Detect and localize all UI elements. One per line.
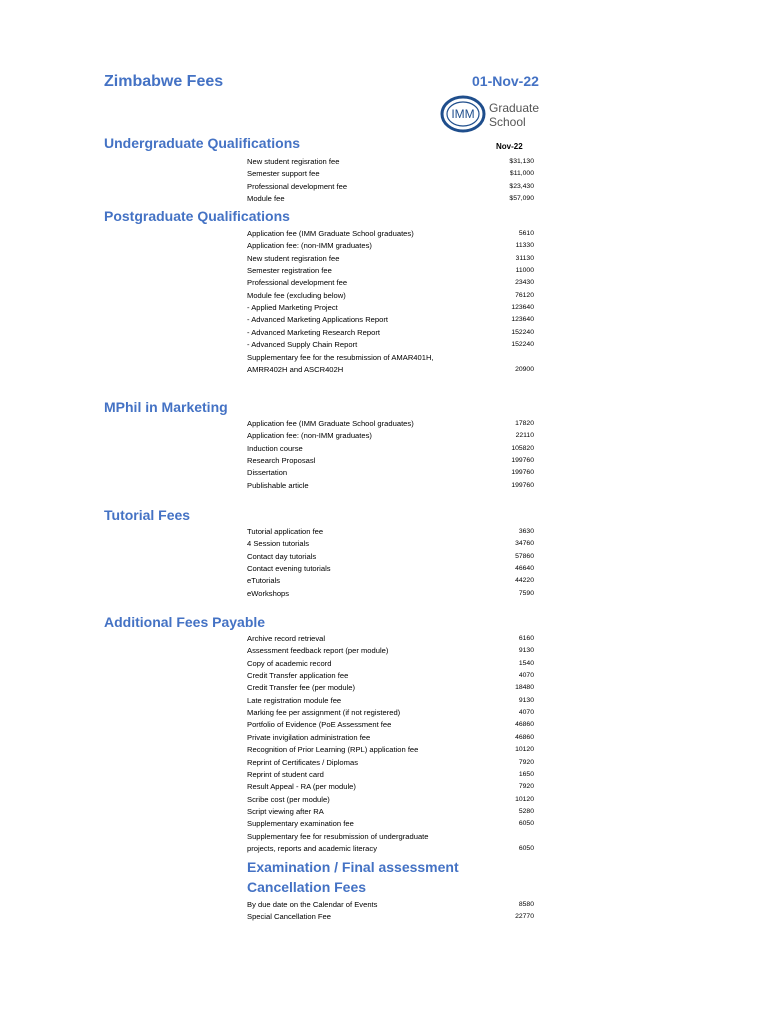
fee-amount: 76120 bbox=[515, 291, 534, 299]
fee-amount: 7590 bbox=[518, 589, 534, 597]
fee-label: Research Proposasl bbox=[247, 456, 316, 466]
fee-amount: 44220 bbox=[515, 577, 534, 585]
fee-label: Recognition of Prior Learning (RPL) application fee bbox=[247, 745, 419, 755]
fee-row bbox=[247, 719, 534, 731]
fee-row bbox=[247, 443, 534, 455]
fee-row bbox=[247, 732, 534, 744]
fee-row bbox=[247, 911, 534, 923]
fee-label: Archive record retrieval bbox=[247, 634, 326, 643]
fee-row bbox=[247, 455, 534, 467]
fee-amount: $31,130 bbox=[509, 158, 534, 165]
fee-row bbox=[247, 538, 534, 550]
fee-label: Contact evening tutorials bbox=[247, 564, 331, 574]
fee-row bbox=[247, 682, 534, 694]
fee-label: Credit Transfer application fee bbox=[247, 671, 349, 681]
fee-row bbox=[247, 265, 534, 277]
fee-row bbox=[247, 757, 534, 769]
fee-amount: 123640 bbox=[511, 304, 534, 312]
fee-row bbox=[247, 670, 534, 682]
fee-label: Result Appeal - RA (per module) bbox=[247, 782, 356, 792]
fee-label: - Advanced Supply Chain Report bbox=[247, 340, 358, 350]
fee-row bbox=[247, 253, 534, 265]
fee-row bbox=[247, 327, 534, 339]
fee-row bbox=[247, 352, 534, 374]
fee-label: eWorkshops bbox=[247, 588, 290, 598]
fee-amount: 18480 bbox=[515, 684, 534, 692]
fee-row bbox=[247, 228, 534, 240]
fee-amount: $23,430 bbox=[509, 182, 534, 190]
imm-logo bbox=[440, 93, 550, 135]
fee-row bbox=[247, 480, 534, 492]
fee-row bbox=[247, 781, 534, 793]
fee-label: Contact day tutorials bbox=[247, 551, 317, 561]
fee-label: By due date on the Calendar of Events bbox=[247, 900, 378, 909]
fee-row bbox=[247, 339, 534, 351]
fee-amount: 10120 bbox=[515, 795, 534, 803]
section-heading: Tutorial Fees bbox=[104, 507, 191, 523]
fee-row bbox=[247, 899, 534, 911]
fee-label: Tutorial application fee bbox=[247, 527, 324, 536]
fee-amount: $11,000 bbox=[509, 170, 534, 178]
fee-label: Module fee bbox=[247, 194, 285, 204]
fee-row bbox=[247, 831, 534, 853]
fee-label-line2: AMRR402H and ASCR402H bbox=[247, 364, 344, 374]
fee-row bbox=[247, 168, 534, 180]
fee-row bbox=[247, 744, 534, 756]
section-heading: Postgraduate Qualifications bbox=[104, 208, 290, 224]
fee-label: Application fee (IMM Graduate School graduates) bbox=[247, 419, 414, 428]
fee-row bbox=[247, 575, 534, 587]
fee-label: Semester registration fee bbox=[247, 266, 332, 276]
fee-label: - Advanced Marketing Research Report bbox=[247, 327, 380, 337]
fee-label: Assessment feedback report (per module) bbox=[247, 646, 389, 656]
fee-row bbox=[247, 551, 534, 563]
fee-label: eTutorials bbox=[247, 576, 281, 586]
fee-amount: 10120 bbox=[515, 746, 534, 754]
fee-amount: 123640 bbox=[511, 316, 534, 324]
fee-amount: 46860 bbox=[515, 721, 534, 729]
fee-amount: 17820 bbox=[515, 420, 534, 427]
fee-amount: 23430 bbox=[515, 279, 534, 287]
fee-row bbox=[247, 302, 534, 314]
fee-label: Special Cancellation Fee bbox=[247, 912, 332, 922]
fee-label: Reprint of student card bbox=[247, 769, 324, 779]
fee-label: Copy of academic record bbox=[247, 658, 332, 668]
fee-amount: 6160 bbox=[518, 635, 534, 642]
fee-label: Application fee (IMM Graduate School graduates) bbox=[247, 229, 414, 238]
fee-label: Reprint of Certificates / Diplomas bbox=[247, 757, 358, 767]
fee-label: Scribe cost (per module) bbox=[247, 794, 330, 804]
fee-amount: 4070 bbox=[518, 709, 534, 717]
fee-label: Application fee: (non-IMM graduates) bbox=[247, 431, 372, 441]
fee-amount: 6050 bbox=[518, 820, 534, 828]
fee-amount: 3630 bbox=[518, 528, 534, 535]
fee-amount: 46640 bbox=[515, 565, 534, 573]
fee-row bbox=[247, 794, 534, 806]
fee-row bbox=[247, 658, 534, 670]
fee-amount: 22110 bbox=[515, 432, 534, 440]
fee-label-line2: projects, reports and academic literacy bbox=[247, 843, 377, 853]
section-heading: Examination / Final assessment bbox=[247, 859, 459, 875]
fee-row bbox=[247, 588, 534, 600]
fee-amount: 11000 bbox=[515, 267, 534, 275]
fee-label: - Advanced Marketing Applications Report bbox=[247, 315, 388, 325]
fee-row bbox=[247, 645, 534, 657]
fee-label: Publishable article bbox=[247, 480, 309, 490]
logo-badge-text: IMM bbox=[451, 107, 475, 121]
fee-amount: 31130 bbox=[515, 254, 534, 262]
fee-label: Credit Transfer fee (per module) bbox=[247, 683, 356, 693]
fee-label: Supplementary fee for the resubmission of AMAR401H, bbox=[247, 352, 434, 362]
fee-amount: 22770 bbox=[515, 913, 534, 921]
fee-row bbox=[247, 695, 534, 707]
fee-label: 4 Session tutorials bbox=[247, 539, 310, 549]
fee-amount: 34760 bbox=[515, 540, 534, 548]
fee-row bbox=[247, 633, 534, 645]
fee-amount: 1650 bbox=[518, 770, 534, 778]
fee-amount: 199760 bbox=[511, 469, 534, 477]
fee-amount: 57860 bbox=[515, 552, 534, 560]
fee-row bbox=[247, 314, 534, 326]
fee-row bbox=[247, 181, 534, 193]
fee-row bbox=[247, 277, 534, 289]
fee-amount: 199760 bbox=[511, 481, 534, 489]
fee-amount: 9130 bbox=[518, 696, 534, 704]
section-heading-line2: Cancellation Fees bbox=[247, 879, 367, 895]
fee-amount: 152240 bbox=[511, 341, 534, 349]
section-heading: MPhil in Marketing bbox=[104, 399, 228, 415]
fee-amount: $57,090 bbox=[509, 195, 534, 203]
fee-row bbox=[247, 418, 534, 430]
fee-label: Application fee: (non-IMM graduates) bbox=[247, 241, 372, 251]
logo-text-line2: School bbox=[489, 115, 526, 129]
month-column-header: Nov-22 bbox=[496, 142, 523, 151]
fee-label: Semester support fee bbox=[247, 169, 320, 179]
fee-row bbox=[247, 818, 534, 830]
fee-amount: 1540 bbox=[518, 659, 534, 667]
fee-amount: 5280 bbox=[518, 807, 534, 815]
fee-label: Professional development fee bbox=[247, 278, 348, 288]
fee-label: New student regisration fee bbox=[247, 253, 340, 263]
logo-text-line1: Graduate bbox=[489, 101, 540, 115]
fee-amount: 11330 bbox=[515, 242, 534, 250]
fee-row bbox=[247, 769, 534, 781]
fee-label: Supplementary fee for resubmission of undergraduate bbox=[247, 831, 429, 841]
fee-row bbox=[247, 156, 534, 168]
fee-amount: 20900 bbox=[515, 365, 534, 373]
document-date: 01-Nov-22 bbox=[472, 73, 539, 89]
fee-label: - Applied Marketing Project bbox=[247, 303, 338, 313]
fee-row bbox=[247, 707, 534, 719]
page-title: Zimbabwe Fees bbox=[104, 73, 224, 90]
fee-label: Professional development fee bbox=[247, 181, 348, 191]
fee-label: Dissertation bbox=[247, 468, 288, 478]
fee-row bbox=[247, 467, 534, 479]
fee-row bbox=[247, 290, 534, 302]
fee-label: Supplementary examination fee bbox=[247, 819, 354, 829]
fee-amount: 6050 bbox=[518, 844, 534, 852]
fee-row bbox=[247, 430, 534, 442]
fee-label: Induction course bbox=[247, 443, 303, 453]
fee-amount: 199760 bbox=[511, 457, 534, 465]
fee-amount: 7920 bbox=[518, 758, 534, 766]
fee-row bbox=[247, 806, 534, 818]
fee-amount: 8580 bbox=[518, 901, 534, 908]
fee-row bbox=[247, 563, 534, 575]
fee-amount: 7920 bbox=[518, 783, 534, 791]
fee-label: Module fee (excluding below) bbox=[247, 290, 346, 300]
fee-label: Late registration module fee bbox=[247, 695, 342, 705]
section-heading: Undergraduate Qualifications bbox=[104, 135, 301, 151]
fee-label: Marking fee per assignment (if not registered) bbox=[247, 708, 401, 718]
fee-label: Script viewing after RA bbox=[247, 806, 324, 816]
fee-label: Private invigilation administration fee bbox=[247, 732, 371, 742]
fee-row bbox=[247, 526, 534, 538]
fee-label: Portfolio of Evidence (PoE Assessment fee bbox=[247, 720, 392, 730]
fee-row bbox=[247, 193, 534, 205]
fee-amount: 5610 bbox=[518, 230, 534, 237]
fee-amount: 4070 bbox=[518, 672, 534, 680]
fee-amount: 105820 bbox=[511, 444, 534, 452]
fee-amount: 9130 bbox=[518, 647, 534, 655]
section-heading: Additional Fees Payable bbox=[104, 614, 266, 630]
fee-label: New student regisration fee bbox=[247, 157, 340, 166]
fee-amount: 46860 bbox=[515, 733, 534, 741]
fee-row bbox=[247, 240, 534, 252]
fee-amount: 152240 bbox=[511, 328, 534, 336]
